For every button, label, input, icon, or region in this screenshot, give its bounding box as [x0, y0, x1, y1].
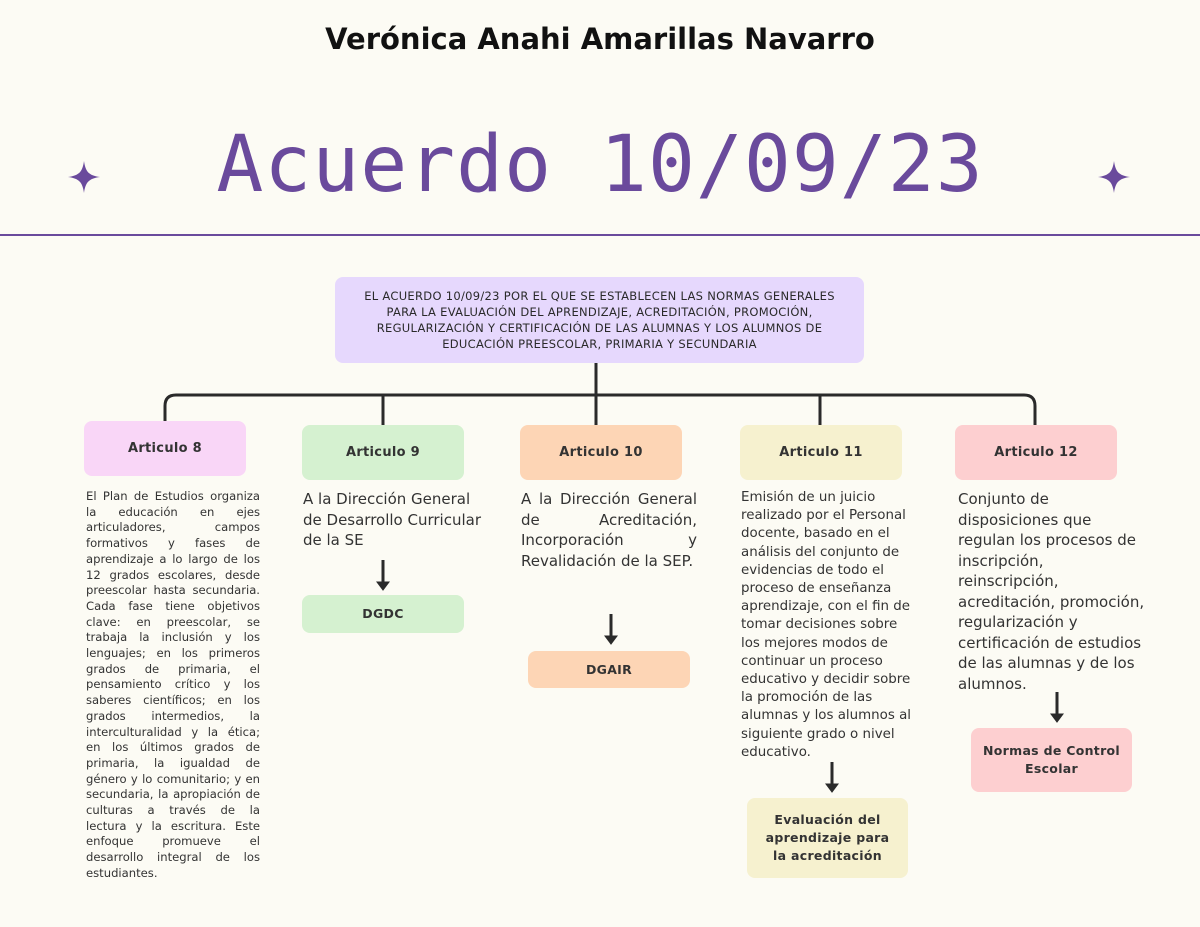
article-11-box	[740, 425, 902, 480]
root-text: EL ACUERDO 10/09/23 POR EL QUE SE ESTABLECEN LAS NORMAS GENERALES PARA LA EVALUACIÓN DEL APRENDIZAJE, ACREDITACIÓN, PROMOCIÓN, REGULARIZACIÓN Y CERTIFICACIÓN DE LAS ALUMNAS Y LOS ALUMNOS DE EDUCACIÓN PREESCOLAR, PRIMARIA Y SECUNDARIA	[364, 289, 835, 351]
article-8-label: Articulo 8	[127, 441, 203, 456]
normas-control-box	[971, 728, 1132, 792]
article-12-description: Conjunto de disposiciones que regulan los procesos de inscripción, reinscripción, acreditación, promoción, regularización y certificación de estudios de las alumnas y de los alumnos.	[958, 490, 1145, 693]
page-title: Acuerdo 10/09/23	[216, 120, 984, 210]
article-9-label: Articulo 9	[345, 445, 421, 460]
author-name: Verónica Anahi Amarillas Navarro	[325, 22, 875, 56]
root-box	[335, 277, 864, 363]
article-8-description: El Plan de Estudios organiza la educación en ejes articuladores, campos formativos y fases de aprendizaje a lo largo de los 12 grados escolares, desde preescolar hasta secundaria. Cada fase tiene objetivos clave: en preescolar, se trabaja la inclusión y los lenguajes; en los primeros grados de primaria, el pensamiento crítico y los saberes científicos; en los grados intermedios, la interculturalidad y la ética; en los últimos grados de primaria, la igualdad de género y lo comunitario; y en secundaria, la apropiación de culturas a través de la lectura y la escritura. Este enfoque promueve el desarrollo integral de los estudiantes.	[86, 489, 260, 880]
dgair-label: DGAIR	[585, 661, 633, 677]
dgdc-label: DGDC	[362, 606, 404, 621]
evaluacion-label: Evaluación del aprendizaje para la acreditación	[765, 812, 890, 863]
article-12-label: Articulo 12	[994, 445, 1078, 460]
article-9-box	[302, 425, 464, 480]
article-10-description: A la Dirección General de Acreditación, Incorporación y Revalidación de la SEP.	[521, 490, 697, 570]
article-11-description: Emisión de un juicio realizado por el Personal docente, basado en el análisis del conjunto de evidencias de todo el proceso de enseñanza aprendizaje, con el fin de tomar decisiones sobre los mejores modos de continuar un proceso educativo y decidir sobre la promoción de las alumnas y los alumnos al siguiente grado o nivel educativo.	[741, 490, 912, 760]
article-9-description: A la Dirección General de Desarrollo Curricular de la SE	[303, 490, 482, 549]
dgdc-box	[302, 595, 464, 633]
article-11-label: Articulo 11	[779, 445, 863, 460]
article-10-box	[520, 425, 682, 480]
normas-control-label: Normas de Control Escolar	[983, 743, 1121, 776]
article-10-label: Articulo 10	[559, 445, 643, 460]
article-8-box	[84, 421, 246, 476]
evaluacion-box	[747, 798, 908, 878]
branch-bar-line	[165, 395, 1035, 425]
dgair-box	[528, 651, 690, 688]
article-12-box	[955, 425, 1117, 480]
